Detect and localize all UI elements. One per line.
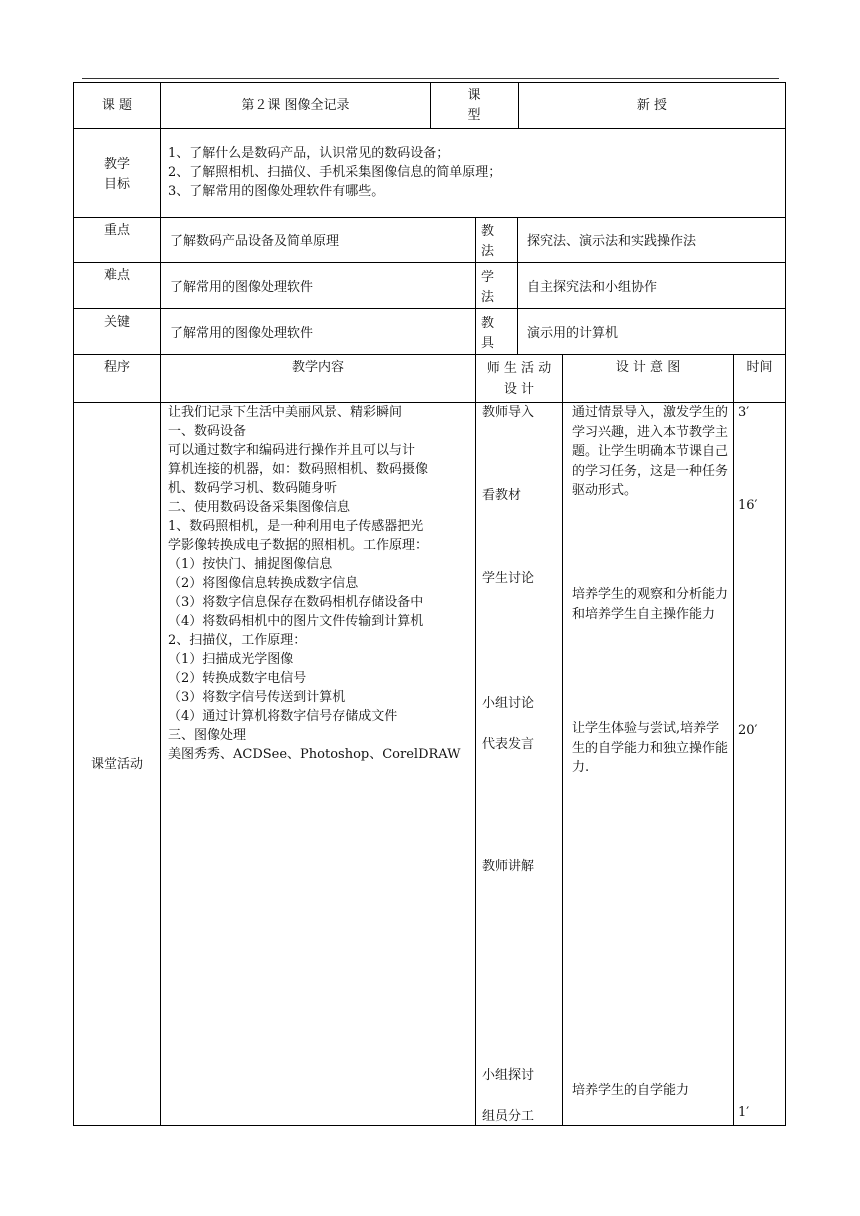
content-line: （4）通过计算机将数字信号存储成文件 [168, 709, 398, 724]
learning-method-content: 自主探究法和小组协作 [527, 280, 658, 295]
content-line: 美图秀秀、ACDSee、Photoshop、CorelDRAW [168, 747, 461, 762]
row-line [73, 262, 786, 263]
content-line: （3）将数字信号传送到计算机 [168, 690, 346, 705]
content-line: 一、数码设备 [168, 424, 247, 439]
label-learning-method: 学法 [481, 270, 495, 305]
label-goals: 教学目标 [103, 157, 130, 192]
content-line: 让我们记录下生活中美丽风景、精彩瞬间 [168, 405, 403, 420]
intent-item: 培养学生的观察和分析能力和培养学生自主操作能力 [572, 587, 729, 622]
label-type: 课型 [467, 88, 481, 123]
intent-item: 让学生体验与尝试,培养学生的自学能力和独立操作能力. [572, 721, 729, 775]
col-line [517, 217, 518, 355]
activity-item: 组员分工 [482, 1109, 535, 1124]
content-line: 学影像转换成电子数据的照相机。工作原理： [168, 538, 429, 553]
goal-item: 2、了解照相机、扫描仪、手机采集图像信息的简单原理； [168, 165, 502, 180]
goals-list [168, 144, 778, 201]
content-line: （1）扫描成光学图像 [168, 652, 294, 667]
goal-item: 1、了解什么是数码产品，认识常见的数码设备； [168, 146, 450, 161]
content-line: 算机连接的机器，如：数码照相机、数码摄像 [168, 462, 429, 477]
method-content: 探究法、演示法和实践操作法 [527, 234, 697, 249]
col-line [475, 217, 476, 355]
col-line [733, 354, 734, 1126]
row-line [73, 354, 786, 355]
col-header-intent: 设 计 意 图 [615, 360, 681, 375]
key-content: 了解数码产品设备及简单原理 [170, 234, 340, 249]
time-item: 20′ [738, 723, 758, 738]
col-line [562, 354, 563, 1126]
label-difficult: 难点 [103, 268, 130, 283]
content-line: （3）将数字信息保存在数码相机存储设备中 [168, 595, 424, 610]
col-header-procedure: 程序 [103, 360, 130, 375]
intent-item: 通过情景导入，激发学生的学习兴趣，进入本节教学主题。让学生明确本节课自己的学习任务，这是一种任务驱动形式。 [572, 405, 729, 498]
row-line [73, 217, 786, 218]
intent-item: 培养学生的自学能力 [572, 1083, 690, 1098]
content-line: （2）转换成数字电信号 [168, 671, 307, 686]
col-line [430, 82, 431, 129]
activity-item: 小组讨论 [482, 696, 535, 711]
content-line: 二、使用数码设备采集图像信息 [168, 500, 351, 515]
content-line: 三、图像处理 [168, 728, 247, 743]
activity-item: 教师讲解 [482, 859, 535, 874]
content-line: 可以通过数字和编码进行操作并且可以与计 [168, 443, 416, 458]
content-line: 1、数码照相机，是一种利用电子传感器把光 [168, 519, 424, 534]
col-line [475, 354, 476, 1126]
activity-item: 教师导入 [482, 405, 535, 420]
header-rule [82, 78, 779, 79]
table-border-bottom [73, 1125, 786, 1126]
col-header-activity: 师 生 活 动 设 计 [486, 361, 552, 397]
time-item: 16′ [738, 498, 758, 513]
content-line: （4）将数码相机中的图片文件传输到计算机 [168, 614, 424, 629]
difficult-content: 了解常用的图像处理软件 [170, 280, 314, 295]
crucial-content: 了解常用的图像处理软件 [170, 326, 314, 341]
teaching-content [168, 403, 473, 764]
label-tools: 教具 [481, 316, 495, 351]
activity-item: 看教材 [482, 488, 522, 503]
table-border-right [785, 82, 786, 1126]
time-item: 3′ [738, 405, 750, 420]
time-item: 1′ [738, 1105, 750, 1120]
content-line: 机、数码学习机、数码随身听 [168, 481, 338, 496]
col-header-time: 时间 [746, 360, 773, 375]
activity-item: 学生讨论 [482, 571, 535, 586]
content-line: （2）将图像信息转换成数字信息 [168, 576, 359, 591]
procedure-label: 课堂活动 [90, 757, 143, 772]
label-key: 重点 [103, 223, 130, 238]
activity-item: 小组探讨 [482, 1068, 535, 1083]
lesson-type: 新 授 [636, 98, 668, 113]
tools-content: 演示用的计算机 [527, 326, 619, 341]
label-topic: 课 题 [101, 98, 133, 113]
row-line [73, 308, 786, 309]
col-header-content: 教学内容 [291, 360, 344, 375]
goal-item: 3、了解常用的图像处理软件有哪些。 [168, 184, 385, 199]
label-crucial: 关键 [103, 315, 130, 330]
content-line: （1）按快门、捕捉图像信息 [168, 557, 333, 572]
lesson-topic: 第２课 图像全记录 [241, 98, 350, 113]
activity-item: 代表发言 [482, 737, 535, 752]
label-method: 教法 [481, 224, 495, 259]
content-line: 2、扫描仪，工作原理： [168, 633, 307, 648]
col-line [160, 82, 161, 1126]
